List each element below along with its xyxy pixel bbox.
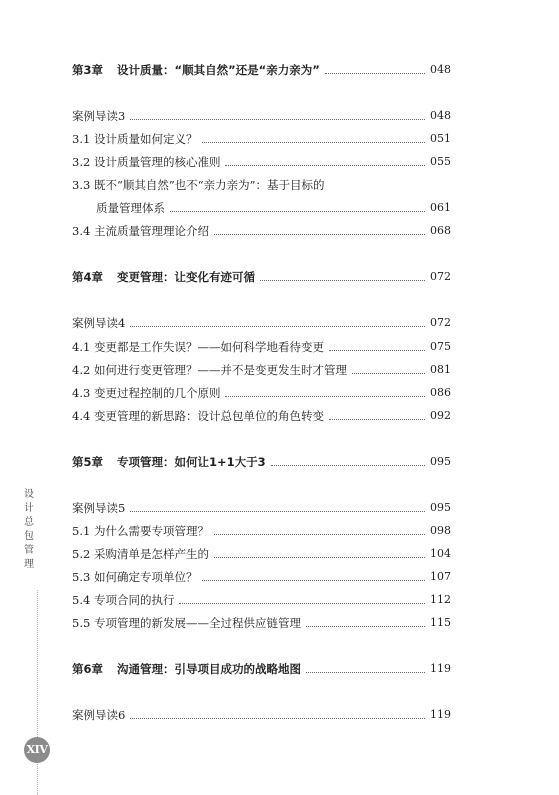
entry-title: 5.3 如何确定专项单位？: [72, 570, 198, 584]
toc-entry[interactable]: [96, 200, 450, 216]
entry-title: 案例导读4: [72, 316, 126, 330]
entry-title: 3.4 主流质量管理理论介绍: [72, 224, 209, 238]
page-ref: 092: [430, 409, 451, 422]
page-number-badge: XIV: [24, 737, 50, 763]
toc-entry[interactable]: [72, 339, 450, 355]
toc-entry[interactable]: [72, 315, 450, 331]
leader-dots: [130, 511, 425, 512]
running-header-vertical: [22, 488, 36, 572]
entry-title: 5.2 采购清单是怎样产生的: [72, 547, 209, 561]
leader-dots: [306, 626, 425, 627]
toc-entry[interactable]: [72, 408, 450, 424]
leader-dots: [225, 165, 425, 166]
toc-chapter-6[interactable]: [72, 661, 450, 677]
page-ref: 086: [430, 386, 451, 399]
page-ref: 068: [430, 224, 451, 237]
leader-dots: [130, 718, 425, 719]
page-ref: 055: [430, 155, 451, 168]
page-ref: 107: [430, 570, 451, 583]
entry-title: 4.4 变更管理的新思路：设计总包单位的角色转变: [72, 409, 324, 423]
entry-title: 5.5 专项管理的新发展——全过程供应链管理: [72, 616, 301, 630]
page-ref: 119: [430, 708, 451, 721]
toc-entry[interactable]: [72, 592, 450, 608]
page-ref: 112: [430, 593, 451, 606]
entry-title: 4.2 如何进行变更管理？——并不是变更发生时才管理: [72, 363, 347, 377]
entry-title-line1[interactable]: 3.3 既不“顺其自然”也不“亲力亲为”：基于目标的: [72, 178, 325, 192]
leader-dots: [214, 557, 425, 558]
entry-title: 案例导读6: [72, 708, 126, 722]
side-char: 包: [24, 531, 34, 542]
page-ref: 048: [430, 109, 451, 122]
toc-entry[interactable]: [72, 385, 450, 401]
leader-dots: [329, 419, 425, 420]
margin-dotted-rule: [37, 590, 38, 795]
page-ref: 104: [430, 547, 451, 560]
page-ref: 098: [430, 524, 451, 537]
entry-title: 5.4 专项合同的执行: [72, 593, 175, 607]
leader-dots: [214, 234, 425, 235]
chapter-title: 第6章 沟通管理：引导项目成功的战略地图: [72, 662, 302, 676]
leader-dots: [214, 534, 425, 535]
leader-dots: [225, 396, 425, 397]
page-ref: 075: [430, 340, 451, 353]
page-ref: 048: [430, 63, 451, 76]
toc-entry[interactable]: [72, 154, 450, 170]
leader-dots: [271, 465, 425, 466]
toc-entry[interactable]: [72, 131, 450, 147]
toc-entry[interactable]: [72, 108, 450, 124]
leader-dots: [202, 580, 425, 581]
toc-chapter-3[interactable]: [72, 62, 450, 78]
entry-title: 质量管理体系: [96, 201, 165, 215]
toc-entry[interactable]: [72, 500, 450, 516]
chapter-title: 第4章 变更管理：让变化有迹可循: [72, 270, 256, 284]
toc-entry[interactable]: [72, 707, 450, 723]
toc-entry[interactable]: [72, 523, 450, 539]
page-ref: 115: [430, 616, 451, 629]
entry-title: 案例导读5: [72, 501, 126, 515]
page-ref: 061: [430, 201, 451, 214]
toc-chapter-5[interactable]: [72, 454, 450, 470]
page-ref: 081: [430, 363, 451, 376]
leader-dots: [325, 73, 425, 74]
chapter-title: 第3章 设计质量：“顺其自然”还是“亲力亲为”: [72, 63, 320, 77]
leader-dots: [329, 350, 425, 351]
side-char: 理: [24, 559, 34, 570]
entry-title: 5.1 为什么需要专项管理？: [72, 524, 209, 538]
page-ref: 072: [430, 270, 451, 283]
page-ref: 072: [430, 316, 451, 329]
toc-entry[interactable]: [72, 615, 450, 631]
toc-chapter-4[interactable]: [72, 269, 450, 285]
side-char: 计: [24, 503, 34, 514]
leader-dots: [179, 603, 425, 604]
toc-entry[interactable]: [72, 223, 450, 239]
page-ref: 095: [430, 455, 451, 468]
toc-entry[interactable]: [72, 546, 450, 562]
entry-title: 3.2 设计质量管理的核心准则: [72, 155, 221, 169]
side-char: 总: [24, 517, 34, 528]
leader-dots: [130, 119, 425, 120]
chapter-title: 第5章 专项管理：如何让1+1大于3: [72, 455, 266, 469]
entry-title: 案例导读3: [72, 109, 126, 123]
side-char: 设: [24, 489, 34, 500]
leader-dots: [306, 672, 425, 673]
leader-dots: [352, 373, 425, 374]
leader-dots: [170, 211, 425, 212]
entry-title: 3.1 设计质量如何定义？: [72, 132, 198, 146]
toc-entry[interactable]: [72, 362, 450, 378]
page-ref: 051: [430, 132, 451, 145]
page-ref: 119: [430, 662, 451, 675]
leader-dots: [260, 280, 425, 281]
page-ref: 095: [430, 501, 451, 514]
leader-dots: [202, 142, 425, 143]
entry-title: 4.1 变更都是工作失误？——如何科学地看待变更: [72, 340, 324, 354]
side-char: 管: [24, 545, 34, 556]
toc-entry[interactable]: [72, 569, 450, 585]
leader-dots: [130, 326, 425, 327]
entry-title: 4.3 变更过程控制的几个原则: [72, 386, 221, 400]
